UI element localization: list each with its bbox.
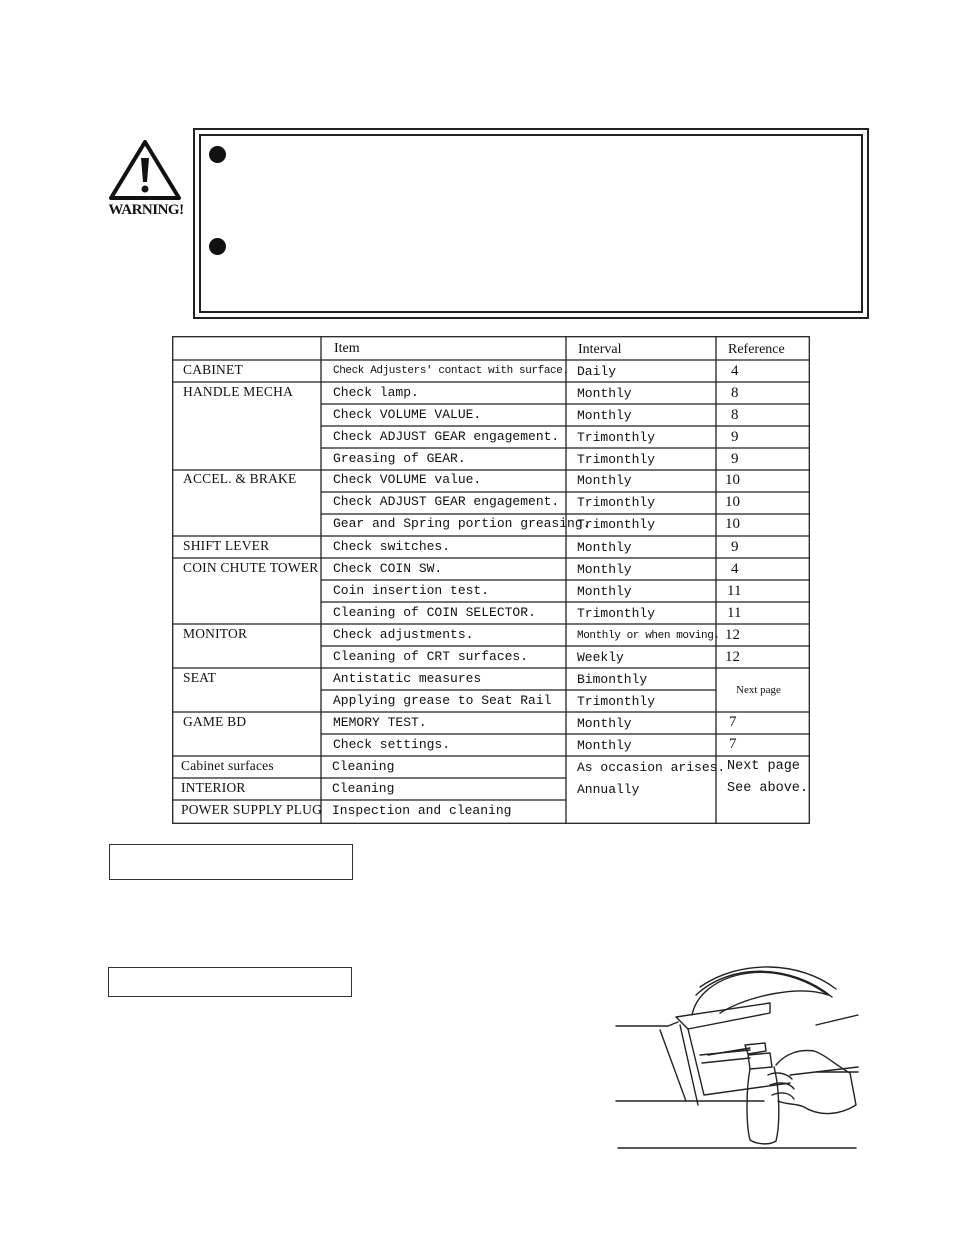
item-cell: Check lamp.: [333, 385, 419, 400]
interval-cell: Annually: [577, 782, 640, 797]
category-cabinet: CABINET: [183, 362, 243, 377]
interval-cell: Monthly: [577, 584, 632, 599]
reference-cell: 12: [725, 649, 740, 665]
item-cell: Gear and Spring portion greasing.: [333, 516, 591, 531]
item-cell: Cleaning of CRT surfaces.: [333, 649, 529, 664]
reference-cell: 12: [725, 627, 740, 643]
header-reference: Reference: [728, 342, 785, 357]
section-heading-box: [109, 844, 353, 880]
interval-cell: Monthly or when moving.: [577, 630, 720, 642]
category-power-supply-plug: POWER SUPPLY PLUG: [181, 802, 323, 817]
reference-cell: 10: [725, 516, 740, 532]
interval-cell: Trimonthly: [577, 694, 656, 709]
item-cell: Coin insertion test.: [333, 583, 490, 598]
reference-cell: 9: [731, 451, 739, 467]
reference-cell: 7: [729, 736, 737, 752]
item-cell: Check Adjusters' contact with surface.: [333, 365, 569, 377]
section-heading-box: [108, 967, 352, 997]
bullet-icon: [209, 238, 226, 255]
category-seat: SEAT: [183, 670, 217, 685]
interval-cell: Monthly: [577, 386, 632, 401]
reference-cell: Next page: [727, 759, 800, 774]
item-cell: Check VOLUME VALUE.: [333, 407, 482, 422]
reference-cell: 4: [731, 561, 739, 577]
category-coin-chute-tower: COIN CHUTE TOWER: [183, 560, 319, 575]
warning-box: [193, 128, 869, 319]
item-cell: Check switches.: [333, 539, 451, 554]
interval-cell: Trimonthly: [577, 430, 656, 445]
interval-cell: Trimonthly: [577, 606, 656, 621]
item-cell: Cleaning: [332, 759, 395, 774]
interval-cell: Trimonthly: [577, 495, 656, 510]
interval-cell: Trimonthly: [577, 517, 656, 532]
reference-cell: 11: [727, 583, 742, 599]
interval-cell: Trimonthly: [577, 452, 656, 467]
interval-cell: Monthly: [577, 738, 632, 753]
warning-box-inner: [199, 134, 863, 313]
item-cell: MEMORY TEST.: [333, 715, 427, 730]
reference-cell: 4: [731, 363, 739, 379]
reference-cell: 9: [731, 539, 739, 555]
bullet-icon: [209, 146, 226, 163]
interval-cell: Bimonthly: [577, 672, 648, 687]
interval-cell: Monthly: [577, 408, 632, 423]
item-cell: Check ADJUST GEAR engagement.: [333, 494, 560, 509]
category-monitor: MONITOR: [183, 626, 248, 641]
reference-cell: 7: [729, 714, 737, 730]
interval-cell: Monthly: [577, 716, 632, 731]
interval-cell: Monthly: [577, 473, 632, 488]
table-grid: [172, 336, 810, 824]
item-cell: Check COIN SW.: [333, 561, 443, 576]
item-cell: Cleaning of COIN SELECTOR.: [333, 605, 536, 620]
category-game-bd: GAME BD: [183, 714, 247, 729]
spray-cleaning-illustration: [600, 955, 870, 1155]
interval-cell: Monthly: [577, 562, 632, 577]
reference-cell: 8: [731, 407, 739, 423]
reference-cell: 10: [725, 494, 740, 510]
maintenance-table: [172, 336, 810, 824]
item-cell: Greasing of GEAR.: [333, 451, 466, 466]
interval-cell: Weekly: [577, 650, 624, 665]
interval-cell: Monthly: [577, 540, 632, 555]
reference-cell: Next page: [736, 684, 781, 696]
category-interior: INTERIOR: [181, 780, 246, 795]
item-cell: Applying grease to Seat Rail: [333, 693, 552, 708]
item-cell: Check adjustments.: [333, 627, 474, 642]
item-cell: Inspection and cleaning: [332, 803, 512, 818]
item-cell: Cleaning: [332, 781, 395, 796]
header-item: Item: [334, 341, 360, 356]
interval-cell: Daily: [577, 364, 617, 379]
header-interval: Interval: [578, 342, 622, 357]
reference-cell: 10: [725, 472, 740, 488]
item-cell: Check settings.: [333, 737, 451, 752]
item-cell: Check VOLUME value.: [333, 472, 482, 487]
category-accel-brake: ACCEL. & BRAKE: [183, 471, 297, 486]
category-cabinet-surfaces: Cabinet surfaces: [181, 758, 274, 773]
category-handle-mecha: HANDLE MECHA: [183, 384, 294, 399]
warning-label: WARNING!: [108, 202, 184, 218]
interval-cell: As occasion arises.: [577, 760, 726, 775]
category-shift-lever: SHIFT LEVER: [183, 538, 270, 553]
reference-cell: 11: [727, 605, 742, 621]
item-cell: Antistatic measures: [333, 671, 482, 686]
reference-cell: See above.: [727, 781, 809, 796]
item-cell: Check ADJUST GEAR engagement.: [333, 429, 560, 444]
reference-cell: 9: [731, 429, 739, 445]
reference-cell: 8: [731, 385, 739, 401]
